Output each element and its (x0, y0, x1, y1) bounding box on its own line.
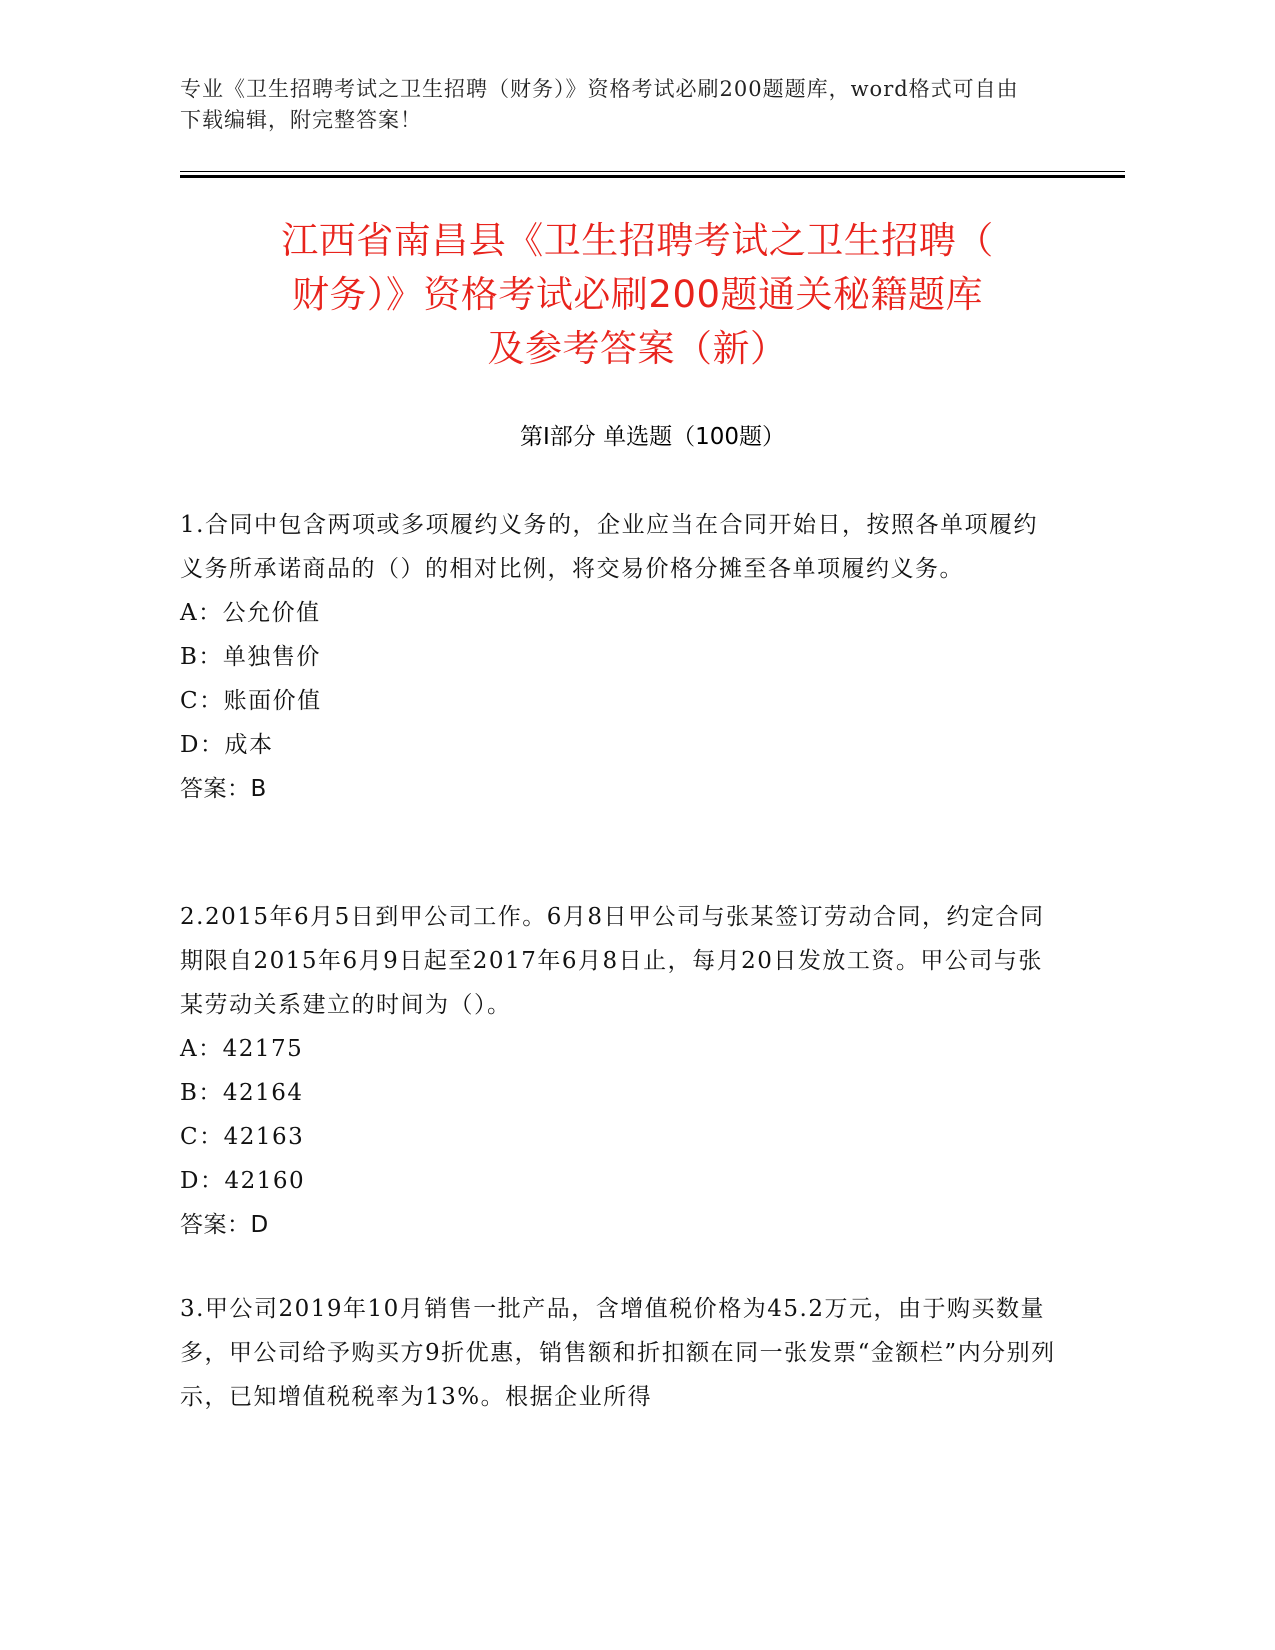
header-note: 专业《卫生招聘考试之卫生招聘（财务）》资格考试必刷200题题库，word格式可自由下载编辑，附完整答案！ (180, 77, 1019, 132)
option-d: D：成本 (180, 732, 274, 758)
option-a: A：公允价值 (180, 600, 321, 626)
answer: 答案：B (180, 776, 267, 802)
question-stem: 2.2015年6月5日到甲公司工作。6月8日甲公司与张某签订劳动合同，约定合同期限自2015年6月9日起至2017年6月8日止，每月20日发放工资。甲公司与张某劳动关系建立的时间为（）。 (180, 904, 1045, 1018)
question-stem: 3.甲公司2019年10月销售一批产品，含增值税价格为45.2万元，由于购买数量多，甲公司给予购买方9折优惠，销售额和折扣额在同一张发票“金额栏”内分别列示，已知增值税税率为13%。根据企业所得 (180, 1296, 1056, 1410)
option-b: B：42164 (180, 1080, 304, 1106)
document-title (150, 214, 1125, 376)
question-3 (180, 1287, 1060, 1419)
answer: 答案：D (180, 1212, 269, 1238)
document-title-line-3: 及参考答案（新） (487, 327, 788, 370)
question-1 (180, 503, 1060, 811)
document-title-line-2: 财务）》资格考试必刷200题通关秘籍题库 (291, 273, 984, 316)
option-a: A：42175 (180, 1036, 304, 1062)
option-b: B：单独售价 (180, 644, 321, 670)
document-title-line-1: 江西省南昌县《卫生招聘考试之卫生招聘（ (281, 219, 994, 262)
question-2 (180, 895, 1060, 1247)
section-heading: 第Ⅰ部分 单选题（100题） (520, 424, 785, 450)
header-divider-thick (180, 175, 1125, 178)
option-c: C：42163 (180, 1124, 305, 1150)
header-divider-thin (180, 171, 1125, 172)
option-c: C：账面价值 (180, 688, 322, 714)
option-d: D：42160 (180, 1168, 306, 1194)
question-stem: 1.合同中包含两项或多项履约义务的，企业应当在合同开始日，按照各单项履约义务所承诺商品的（）的相对比例，将交易价格分摊至各单项履约义务。 (180, 512, 1038, 582)
